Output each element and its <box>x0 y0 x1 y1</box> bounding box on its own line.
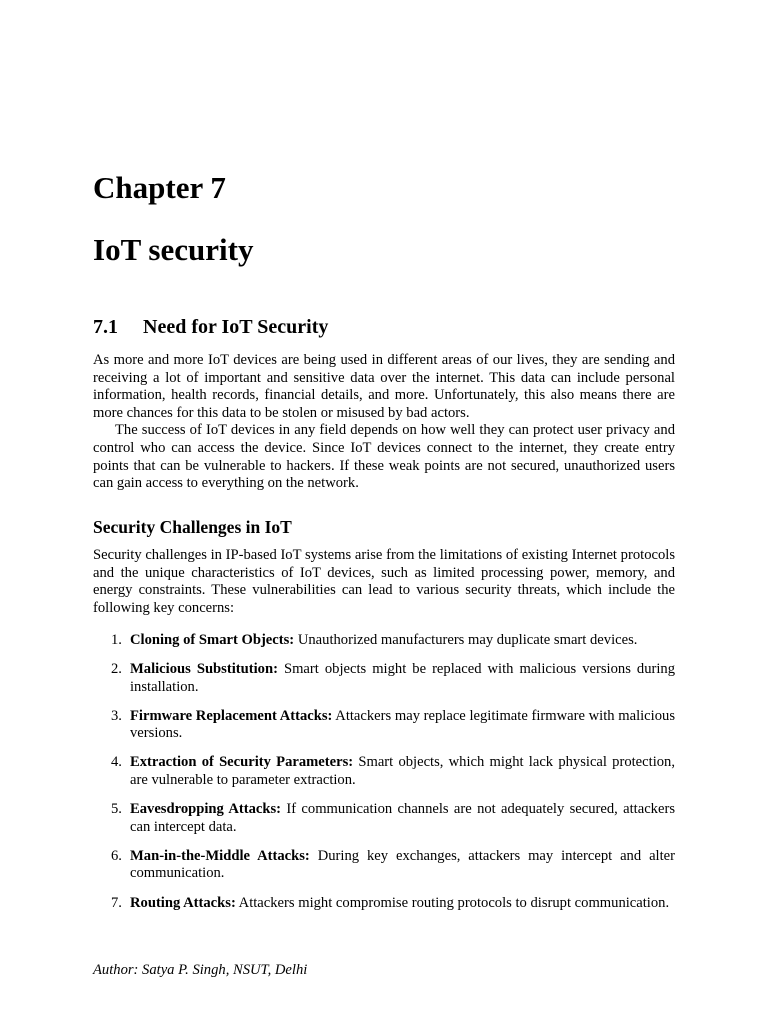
list-term: Extraction of Security Parameters: <box>130 754 354 771</box>
list-term: Cloning of Smart Objects: <box>130 632 295 648</box>
list-item <box>93 895 675 913</box>
list-marker: 2. <box>111 661 122 678</box>
list-item <box>93 848 675 883</box>
section-heading <box>93 313 328 341</box>
list-term: Firmware Replacement Attacks: <box>130 707 333 724</box>
list-text: Smart objects might be replaced with malicious versions during installation. <box>130 661 676 695</box>
list-marker: 7. <box>111 894 122 911</box>
list-item <box>93 708 675 743</box>
list-text: Attackers might compromise routing protocols to disrupt communication. <box>238 894 670 911</box>
chapter-title: IoT security <box>93 232 254 267</box>
list-item <box>93 801 675 836</box>
list-text: Attackers may replace legitimate firmware with malicious versions. <box>130 707 675 742</box>
list-text: If communication channels are not adequately secured, attackers can intercept data. <box>130 801 675 835</box>
list-marker: 6. <box>111 847 122 864</box>
list-term: Malicious Substitution: <box>130 661 278 678</box>
challenges-list <box>93 632 675 924</box>
list-marker: 5. <box>111 801 122 818</box>
list-item <box>93 754 675 789</box>
list-marker: 1. <box>111 632 122 648</box>
list-text: Smart objects, which might lack physical protection, are vulnerable to parameter extraction. <box>130 754 675 789</box>
list-item <box>93 661 675 696</box>
list-item <box>93 632 675 650</box>
chapter-label: Chapter 7 <box>93 170 226 205</box>
list-text: During key exchanges, attackers may intercept and alter communication. <box>130 847 675 882</box>
section-number: 7.1 <box>93 316 118 338</box>
list-term: Eavesdropping Attacks: <box>130 801 282 818</box>
section-body <box>93 352 675 493</box>
list-term: Routing Attacks: <box>130 894 236 911</box>
list-marker: 4. <box>111 754 122 771</box>
paragraph: As more and more IoT devices are being used in different areas of our lives, they are sending and receiving a lot of important and sensitive data over the internet. This data can include personal information, health records, financial details, and more. Unfortunately, this also means there are more chances for this data to be stolen or misused by bad actors. <box>93 352 675 421</box>
list-text: Unauthorized manufacturers may duplicate smart devices. <box>297 632 638 648</box>
list-term: Man-in-the-Middle Attacks: <box>130 847 310 864</box>
section-title: Need for IoT Security <box>143 316 329 338</box>
paragraph: Security challenges in IP-based IoT systems arise from the limitations of existing Internet protocols and the unique characteristics of IoT devices, such as limited processing power, memory, and energy constraints. These vulnerabilities can lead to various security threats, which include the following key concerns: <box>93 547 675 616</box>
subsection-heading: Security Challenges in IoT <box>93 517 292 537</box>
page-footer-author: Author: Satya P. Singh, NSUT, Delhi <box>93 962 308 978</box>
subsection-intro <box>93 547 675 617</box>
list-marker: 3. <box>111 707 122 724</box>
paragraph: The success of IoT devices in any field depends on how well they can protect user privacy and control who can access the device. Since IoT devices connect to the internet, they create entry points that can be vulnerable to hackers. If these weak points are not secured, unauthorized users can gain access to everything on the network. <box>93 422 675 492</box>
